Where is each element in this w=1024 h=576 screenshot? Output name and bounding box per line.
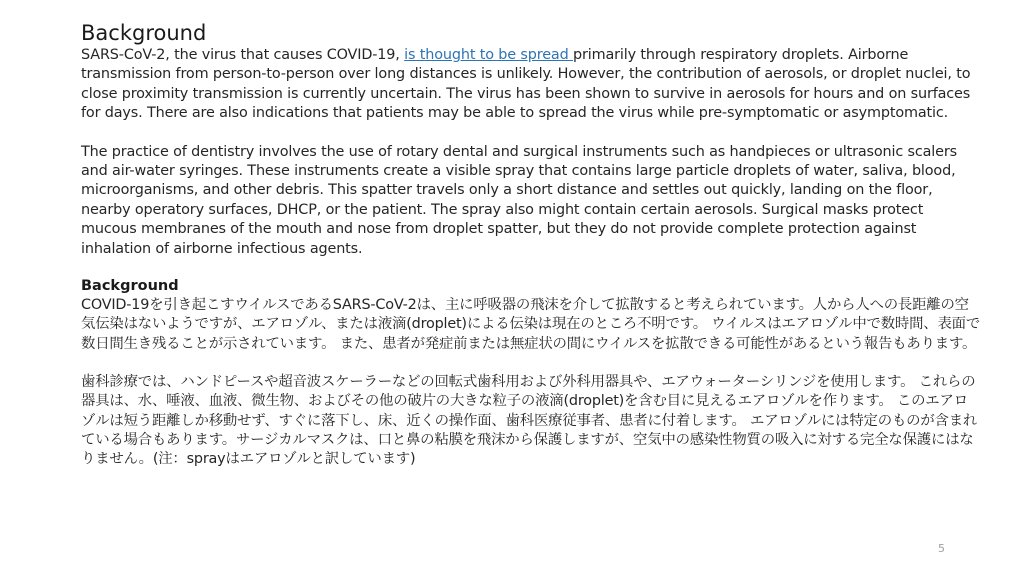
japanese-section bbox=[81, 296, 981, 469]
section-title-jp: Background bbox=[81, 278, 179, 295]
paragraph-en-1-rest: primarily through respiratory droplets. Airborne transmission from person-to-person over long distances is unlikely. However, the contribution of aerosols, or droplet nuclei, to close proximity transmission is currently uncertain. The virus has been shown to survive in aerosols for hours and on surfaces for days. There are also indications that patients may be able to spread the virus while pre-symptomatic or asymptomatic. bbox=[81, 47, 971, 122]
paragraph-en-1-start: SARS-CoV-2, the virus that causes COVID-19, bbox=[81, 47, 405, 63]
paragraph-jp-1: COVID-19を引き起こすウイルスであるSARS-CoV-2は、主に呼吸器の飛沫を介して拡散すると考えられています。人から人への長距離の空気伝染はないようですが、エアロゾル、または液滴(droplet)による伝染は現在のところ不明です。 ウイルスはエアロゾル中で数時間、表面で数日間生き残ることが示されています。 また、患者が発症前または無症状の間にウイルスを拡散できる可能性があるという報告もあります。 bbox=[81, 297, 981, 352]
paragraph-en-2: The practice of dentistry involves the use of rotary dental and surgical instruments such as handpieces or ultrasonic scalers and air-water syringes. These instruments create a visible spray that contains large particle droplets of water, saliva, blood, microorganisms, and other debris. This spatter travels only a short distance and settles out quickly, landing on the floor, nearby operatory surfaces, DHCP, or the patient. The spray also might contain certain aerosols. Surgical masks protect mucous membranes of the mouth and nose from droplet spatter, but they do not provide complete protection against inhalation of airborne infectious agents. bbox=[81, 143, 957, 257]
english-section bbox=[81, 46, 981, 259]
paragraph-jp-2: 歯科診療では、ハンドピースや超音波スケーラーなどの回転式歯科用および外科用器具や、エアウォーターシリンジを使用します。 これらの器具は、水、唾液、血液、微生物、およびその他の破片の大きな粒子の液滴(droplet)を含む目に見えるエアロゾルを作ります。 このエアロゾルは短う距離しか移動せず、すぐに落下し、床、近くの操作面、歯科医療従事者、患者に付着します。 エアロゾルには特定のものが含まれている場合もあります。サージカルマスクは、口と鼻の粘膜を飛沫から保護しますが、空気中の感染性物質の吸入に対する完全な保護にはなりません。(注：sprayはエアロゾルと訳しています) bbox=[81, 373, 978, 468]
paragraph-en-1 bbox=[81, 46, 981, 124]
slide-content bbox=[81, 20, 981, 469]
section-title-en: Background bbox=[81, 21, 207, 45]
spread-reference-link[interactable]: is thought to be spread bbox=[404, 47, 573, 63]
page-number: 5 bbox=[938, 542, 945, 555]
